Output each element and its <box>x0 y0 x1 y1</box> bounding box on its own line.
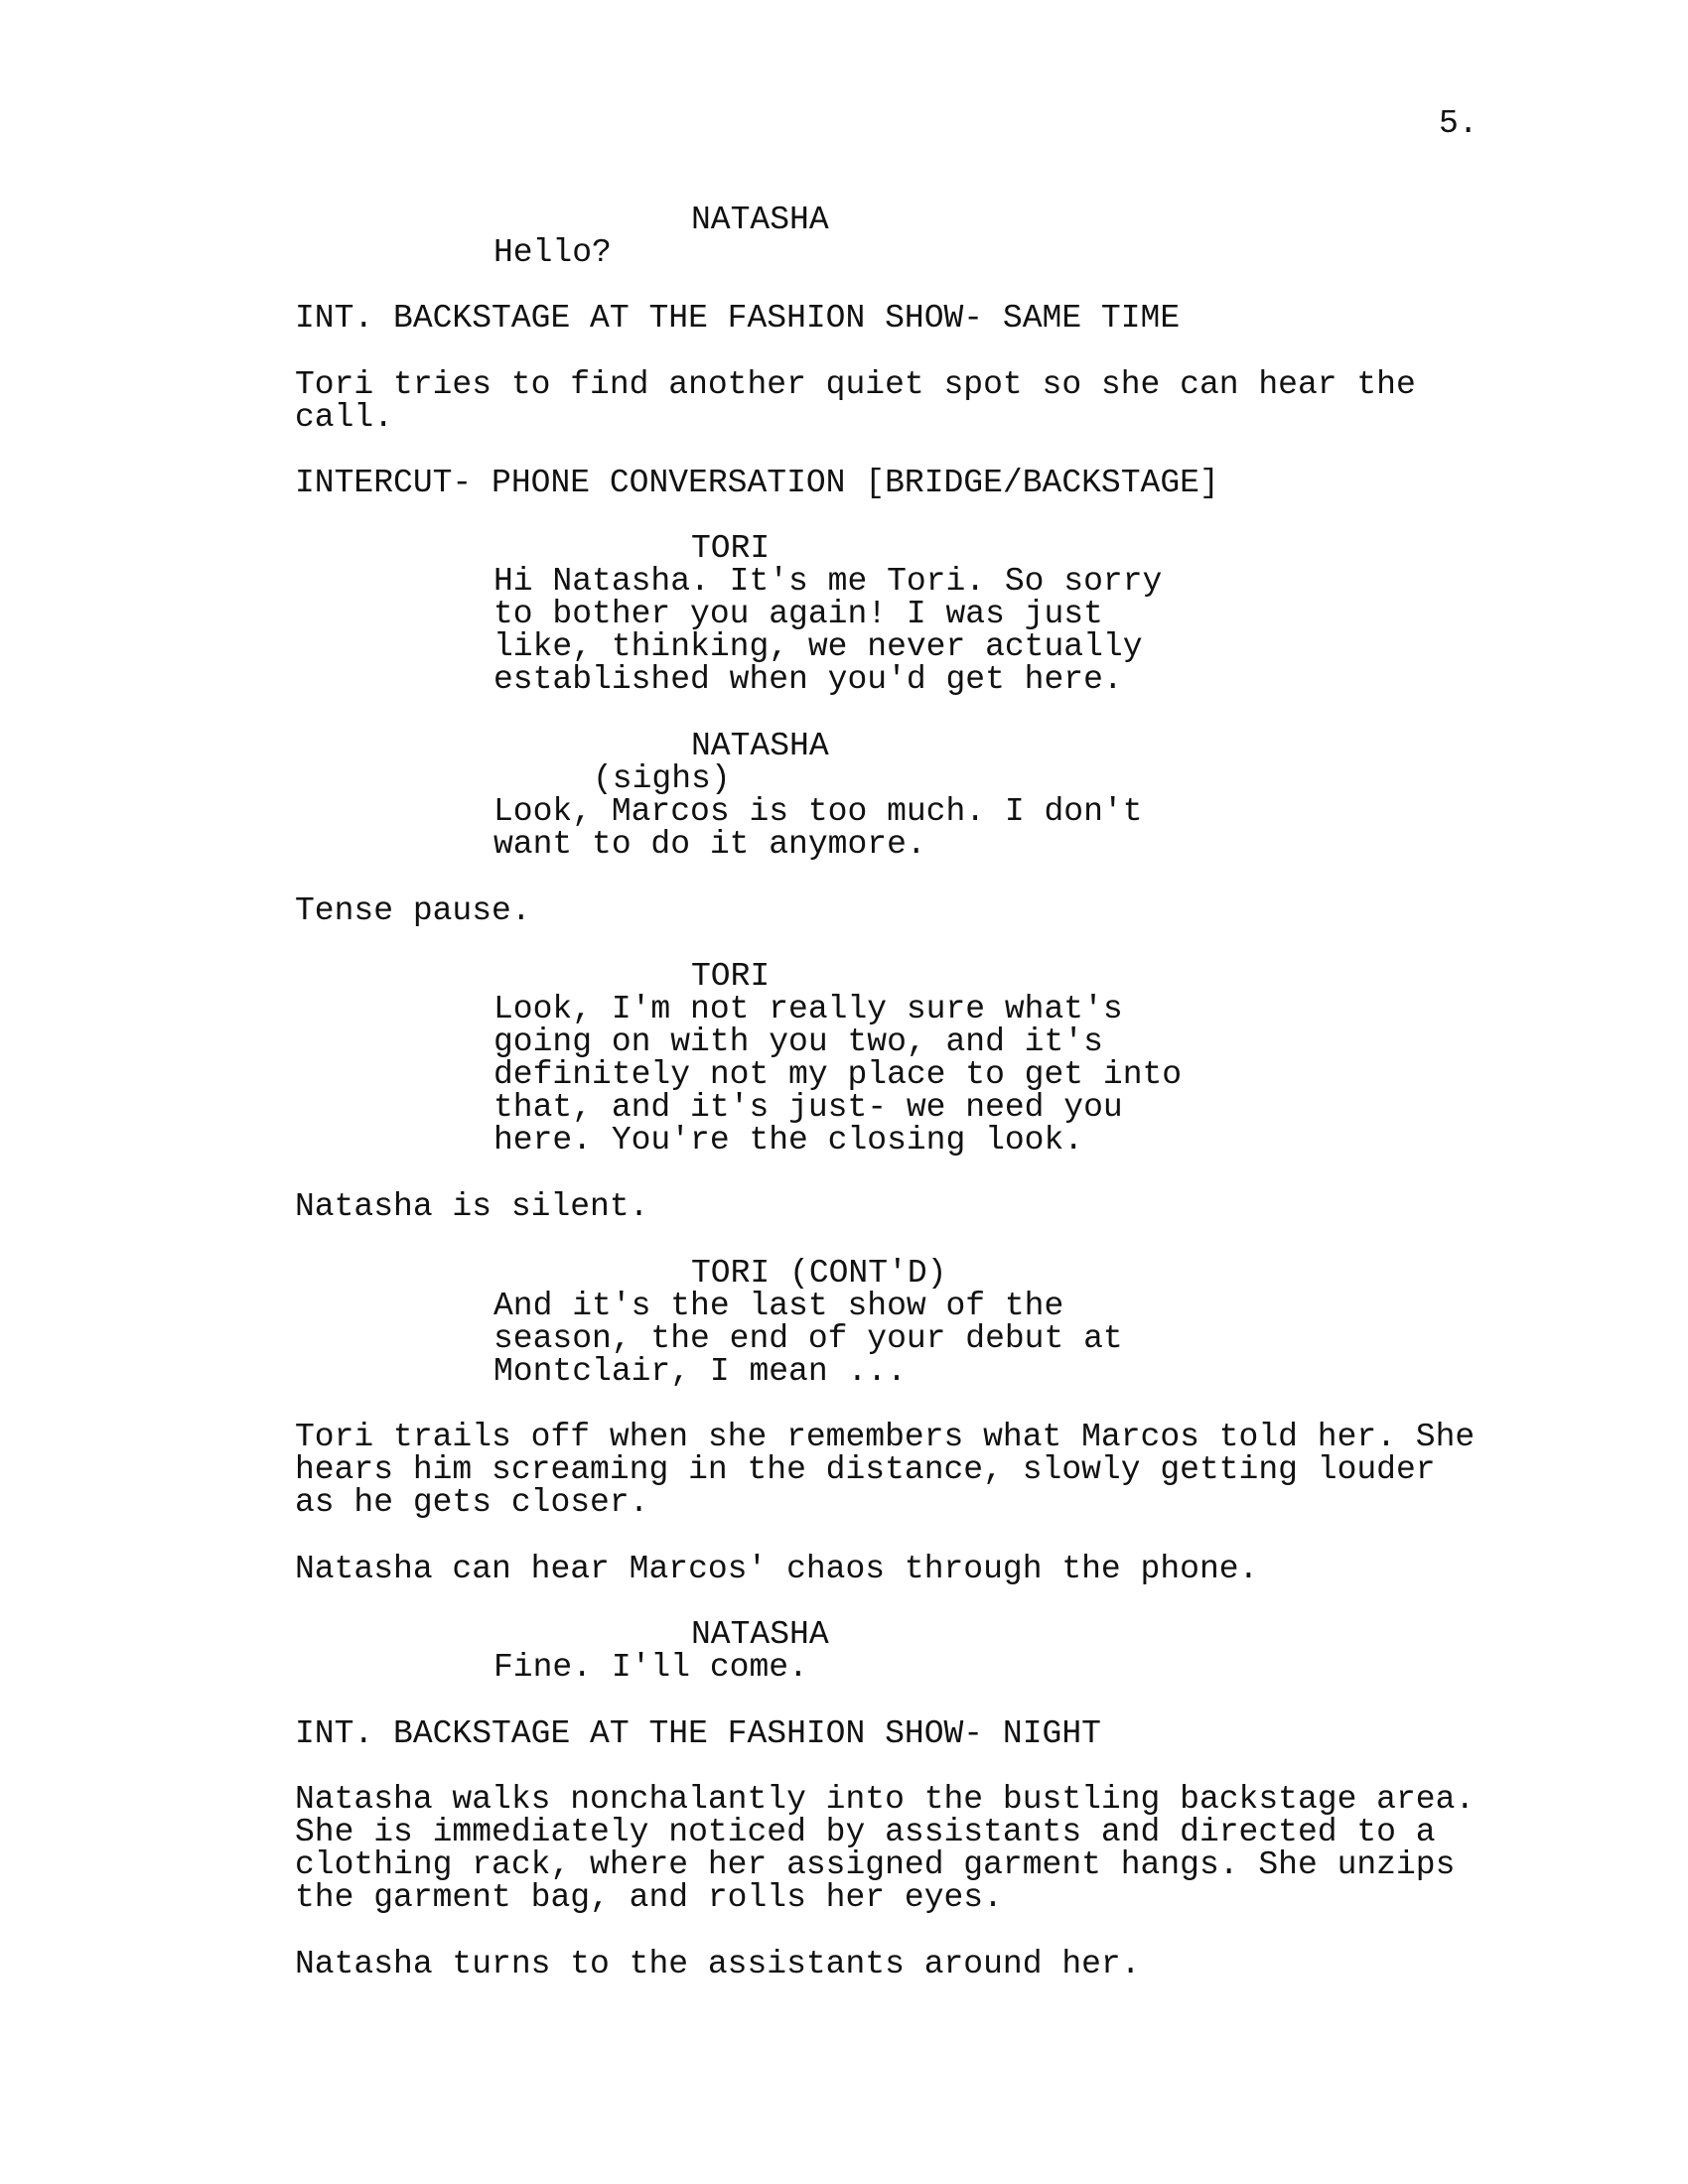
action-line: Tori trails off when she remembers what Marcos told her. She hears him screaming in the distance, slowly getting louder as he gets closer. <box>295 1419 1476 1521</box>
dialogue: Hi Natasha. It's me Tori. So sorry to bother you again! I was just like, thinking, we never actually established when you'd get here. <box>493 563 1163 698</box>
character-name: NATASHA <box>691 202 829 238</box>
action-line: Tense pause. <box>295 892 531 929</box>
page-number: 5. <box>1439 105 1478 142</box>
scene-heading: INT. BACKSTAGE AT THE FASHION SHOW- SAME TIME <box>295 300 1181 337</box>
action-line: Natasha can hear Marcos' chaos through the phone. <box>295 1551 1259 1587</box>
character-name: TORI <box>691 958 771 995</box>
action-line: Natasha is silent. <box>295 1188 649 1225</box>
scene-heading: INT. BACKSTAGE AT THE FASHION SHOW- NIGHT <box>295 1715 1101 1752</box>
character-name: NATASHA <box>691 1616 829 1653</box>
character-name: NATASHA <box>691 728 829 764</box>
action-line: Tori tries to find another quiet spot so she can hear the call. <box>295 366 1416 436</box>
dialogue: Hello? <box>493 234 612 271</box>
dialogue: Look, I'm not really sure what's going on with you two, and it's definitely not my place to get into that, and it's just- we need you here. You're the closing look. <box>493 991 1183 1159</box>
action-line: Natasha turns to the assistants around her. <box>295 1946 1141 1982</box>
dialogue: Look, Marcos is too much. I don't want to do it anymore. <box>493 793 1143 863</box>
transition-heading: INTERCUT- PHONE CONVERSATION [BRIDGE/BACKSTAGE] <box>295 465 1219 501</box>
parenthetical: (sighs) <box>593 760 731 797</box>
action-line: Natasha walks nonchalantly into the bustling backstage area. She is immediately noticed by assistants and directed to a clothing rack, where her assigned garment hangs. She unzips the garment bag, and rolls her eyes. <box>295 1781 1476 1916</box>
dialogue: Fine. I'll come. <box>493 1649 808 1686</box>
character-name: TORI <box>691 530 771 567</box>
dialogue: And it's the last show of the season, the end of your debut at Montclair, I mean ... <box>493 1288 1123 1390</box>
character-name: TORI (CONT'D) <box>691 1255 947 1292</box>
